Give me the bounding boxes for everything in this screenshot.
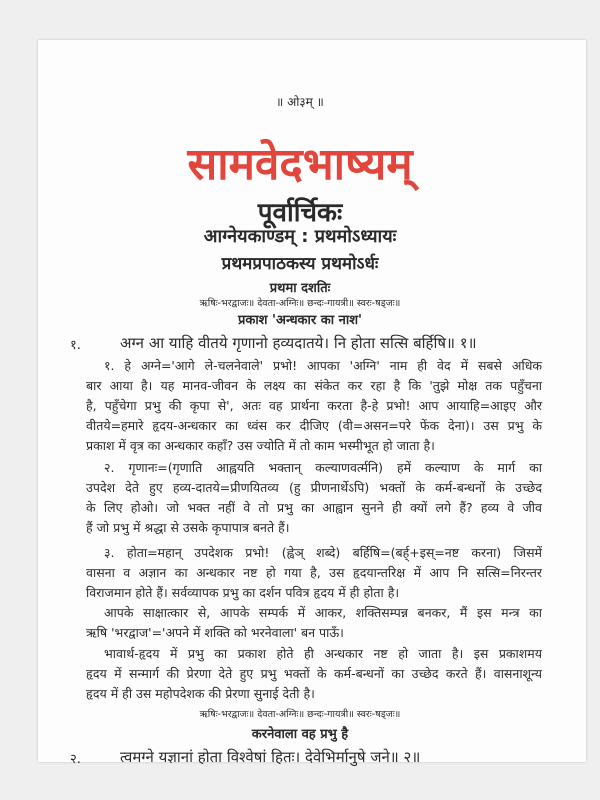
commentary-line: प्रकाश में वृत्र का अन्धकार कहाँ? उस ज्योति में तो काम भस्मीभूत हो जाता है। — [86, 438, 435, 453]
commentary-line: उपदेश देते हुए हव्य-दातये=प्रीणयितव्य (हु प्रीणनार्थेऽपि) भक्तों के कर्म-बन्धनों के उच्छेद — [86, 480, 542, 495]
mantra2-heading: करनेवाला वह प्रभु है — [251, 727, 349, 742]
commentary-line: १. हे अग्ने='आगे ले-चलनेवाले' प्रभो! आपका 'अग्नि' नाम ही वेद में सबसे अधिक — [104, 358, 542, 373]
mantra2-text: त्वमग्ने यज्ञानां होता विश्वेषां हितः। देवेभिर्मानुषे जने॥ २॥ — [120, 748, 421, 766]
mantra1-heading: प्रकाश 'अन्धकार का नाश' — [237, 313, 363, 328]
mantra2-meta: ऋषिः-भरद्वाजः॥ देवता-अग्निः॥ छन्दः-गायत्री॥ स्वरः-षड्जः॥ — [199, 709, 401, 720]
om-heading: ॥ ओ३म् ॥ — [276, 95, 324, 109]
commentary-line: विराजमान होते हैं। सर्वव्यापक प्रभु का दर्शन पवित्र हृदय में ही होता है। — [86, 585, 400, 600]
commentary-line: बार आया है। यह मानव-जीवन के लक्ष्य का संकेत कर रहा है कि 'तुझे मोक्ष तक पहुँचना — [86, 378, 542, 393]
commentary-line: के लिए होओ। जो भक्त नहीं वे तो प्रभु का आह्वान सुनने ही क्यों लगे हैं? हव्य वे जीव — [86, 500, 542, 515]
part-title: पूर्वार्चिकः — [257, 198, 343, 228]
mantra1-text: अग्न आ याहि वीतये गृणानो हव्यदातये। नि होता सत्सि बर्हिषि॥ १॥ — [120, 334, 477, 352]
commentary-line: है, पहुँचेगा प्रभु की कृपा से', अतः वह प्रार्थना करता है-हे प्रभो! आप आयाहि=आइए और — [86, 398, 542, 413]
commentary-line: ऋषि 'भरद्वाज'='अपने में शक्ति को भरनेवाला' बन पाऊँ। — [86, 625, 344, 640]
commentary-line: हैं जो प्रभु में श्रद्धा से उसके कृपापात्र बनते हैं। — [86, 520, 290, 535]
commentary-line: आपके साक्षात्कार से, आपके सम्पर्क में आकर, शक्तिसम्पन्न बनकर, मैं इस मन्त्र का — [104, 605, 542, 620]
bhavartha-line: भावार्थ-हृदय में प्रभु का प्रकाश होते ही अन्धकार नष्ट हो जाता है। इस प्रकाशमय — [104, 646, 542, 661]
mantra1-number: १. — [70, 338, 81, 353]
commentary-line: वीतये=हमारे हृदय-अन्धकार का ध्वंस कर दीजिए (वी=असन=परे फेंक देना)। उस प्रभु के — [86, 418, 542, 433]
prapathaka-title: प्रथमप्रपाठकस्य प्रथमोऽर्धः — [221, 254, 379, 274]
dashati-title: प्रथमा दशतिः — [269, 281, 331, 296]
kanda-title: आग्नेयकाण्डम् : प्रथमोऽध्यायः — [203, 226, 397, 247]
mantra2-number: २. — [70, 752, 81, 767]
commentary-line: २. गृणानः=(गृणाति आह्वयति भक्तान् कल्याणवर्त्मनि) हमें कल्याण के मार्ग का — [104, 460, 542, 475]
mantra1-meta: ऋषिः-भरद्वाजः॥ देवता-अग्निः॥ छन्दः-गायत्री॥ स्वरः-षड्जः॥ — [199, 298, 401, 309]
book-title: सामवेदभाष्यम् — [187, 139, 413, 190]
bhavartha-line: हृदय में ही उस महोपदेशक की प्रेरणा सुनाई देती है। — [86, 686, 315, 701]
commentary-line: ३. होता=महान् उपदेशक प्रभो! (ह्वेञ् शब्दे) बर्हिषि=(बर्ह्+इस्=नष्ट करना) जिसमें — [104, 545, 542, 560]
bhavartha-line: हृदय में सन्मार्ग की प्रेरणा देते हुए प्रभु भक्तों के कर्म-बन्धनों का उच्छेद करते हैं। वासनाशून्य — [86, 666, 542, 681]
commentary-line: वासना व अज्ञान का अन्धकार नष्ट हो गया है, उस हृदयान्तरिक्ष में आप नि सत्सि=निरन्तर — [86, 565, 542, 580]
